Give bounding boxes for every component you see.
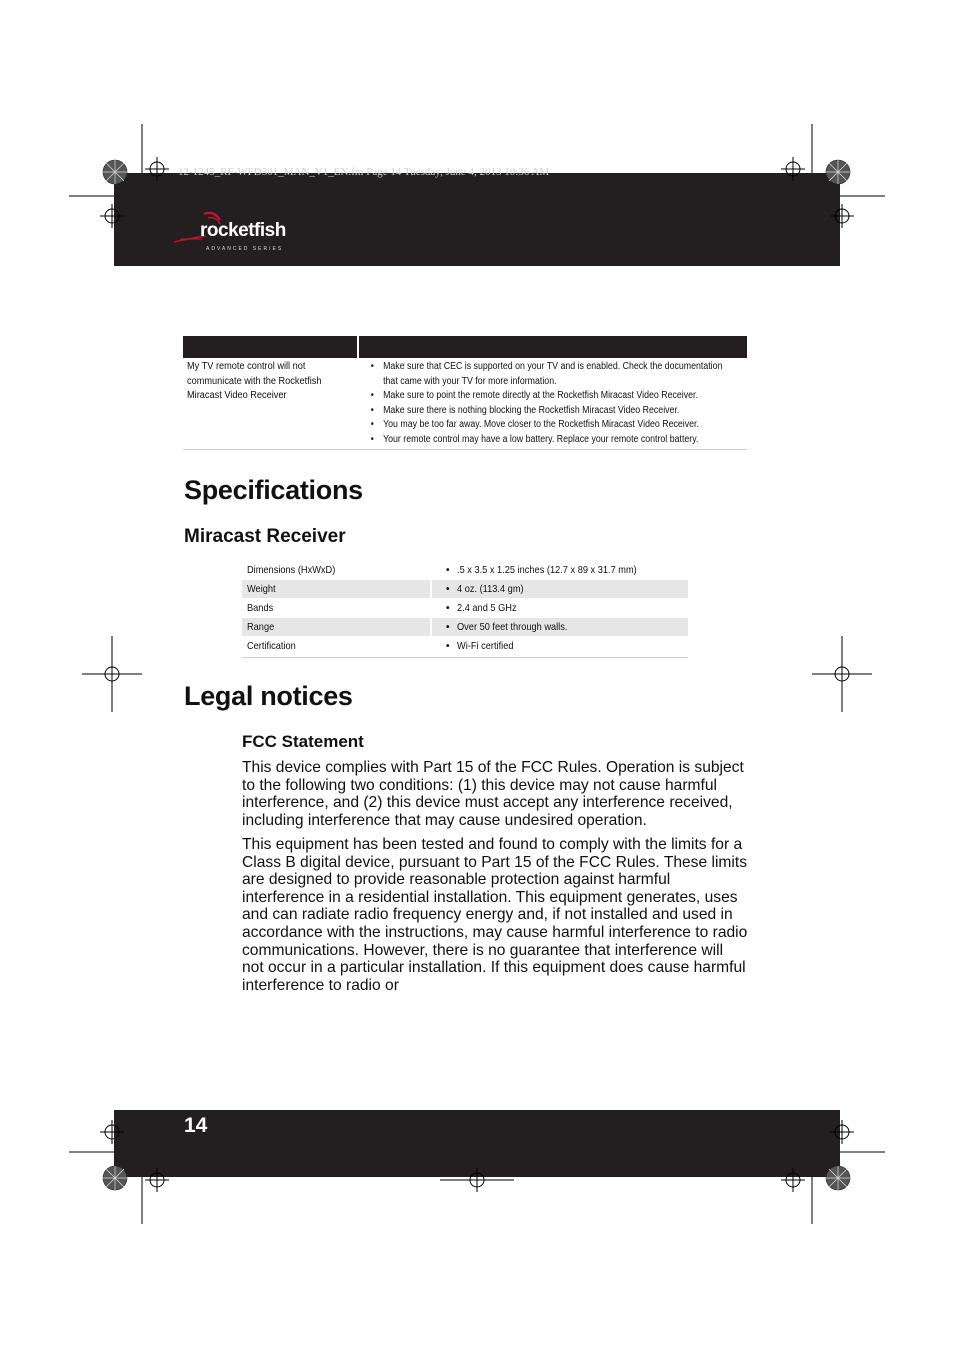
bullet-icon: • [446,584,450,595]
spec-value: Wi-Fi certified [457,640,514,652]
logo-tagline: ADVANCED SERIES [206,246,284,252]
page-number: 14 [184,1114,208,1137]
bullet-icon: • [446,641,450,652]
spec-label: Bands [247,602,274,614]
spec-label: Range [247,621,275,633]
solution-item: • You may be too far away. Move closer to the Rocketfish Miracast Video Receiver. [369,418,739,433]
print-info: 12-1245_RF-WFD301_MAN_V1_EN.fm Page 14 Tuesday, June 4, 2013 10:36 AM [178,166,550,178]
fcc-statement-heading: FCC Statement [242,732,364,751]
bullet-icon: • [446,622,450,633]
solution-item: • Make sure there is nothing blocking the Rocketfish Miracast Video Receiver. [369,404,739,419]
legal-notices-heading: Legal notices [184,681,353,711]
spec-label: Dimensions (HxWxD) [247,564,336,576]
spec-value: 2.4 and 5 GHz [457,602,517,614]
solution-item: • Make sure that CEC is supported on your TV and is enabled. Check the documentation that came with your TV for more information. [369,360,739,389]
spec-value: 4 oz. (113.4 gm) [457,583,524,595]
solution-item: • Your remote control may have a low battery. Replace your remote control battery. [369,433,739,448]
logo-wordmark: rocketfish [200,220,286,241]
bullet-icon: • [446,565,450,576]
spec-label: Certification [247,640,296,652]
problem-text: My TV remote control will not communicate with the Rocketfish Miracast Video Receiver [187,361,322,401]
spec-value: .5 x 3.5 x 1.25 inches (12.7 x 89 x 31.7 mm) [457,564,637,576]
solution-item: • Make sure to point the remote directly at the Rocketfish Miracast Video Receiver. [369,389,739,404]
miracast-receiver-heading: Miracast Receiver [184,526,346,547]
specifications-heading: Specifications [184,475,363,505]
bullet-icon: • [446,603,450,614]
spec-value: Over 50 feet through walls. [457,621,568,633]
spec-label: Weight [247,583,276,595]
fcc-paragraph: This device complies with Part 15 of the FCC Rules. Operation is subject to the following two conditions: (1) this device may not cause harmful interference, and (2) this device must accept any interference received, including interference that may cause undesired operation. [242,759,744,829]
fcc-paragraph: This equipment has been tested and found to comply with the limits for a Class B digital device, pursuant to Part 15 of the FCC Rules. These limits are designed to provide reasonable protection against harmful interference in a residential installation. This equipment generates, uses and can radiate radio frequency energy and, if not installed and used in accordance with the instructions, may cause harmful interference to radio communications. However, there is no guarantee that interference will not occur in a particular installation. If this equipment does cause harmful interference to radio or [242,836,748,994]
